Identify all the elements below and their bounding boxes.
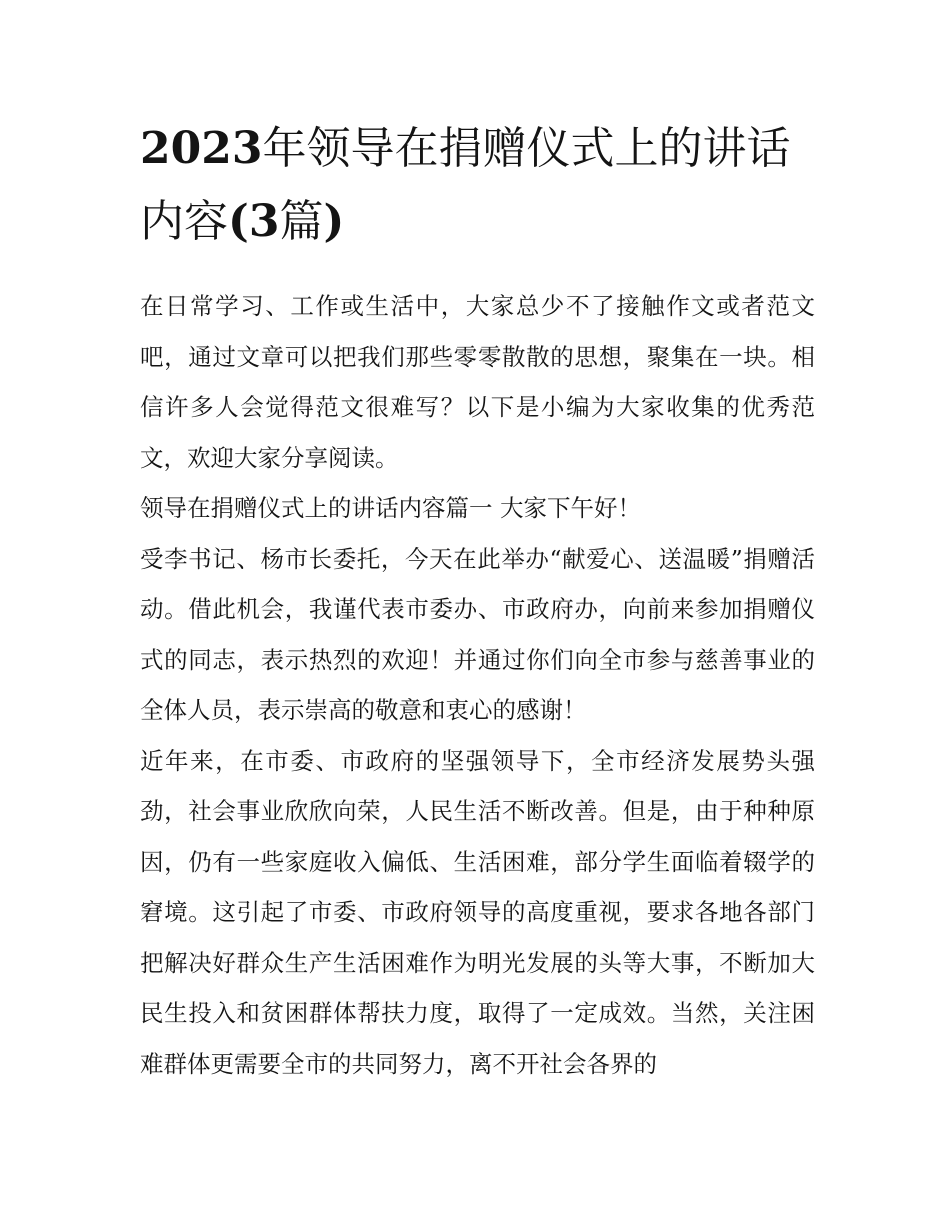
document-page <box>140 112 815 1089</box>
paragraph-welcome: 受李书记、杨市长委托，今天在此举办“献爱心、送温暖”捐赠活动。借此机会，我谨代表市委办、市政府办，向前来参加捐赠仪式的同志，表示热烈的欢迎！并通过你们向全市参与慈善事业的全体人员，表示崇高的敬意和衷心的感谢！ <box>140 544 815 724</box>
document-body <box>140 281 815 1089</box>
document-title: 2023年领导在捐赠仪式上的讲话内容(3篇) <box>140 123 791 247</box>
paragraph-greeting: 领导在捐赠仪式上的讲话内容篇一 大家下午好！ <box>140 494 641 522</box>
paragraph-intro: 在日常学习、工作或生活中，大家总少不了接触作文或者范文吧，通过文章可以把我们那些零零散散的思想，聚集在一块。相信许多人会觉得范文很难写？以下是小编为大家收集的优秀范文，欢迎大家分享阅读。 <box>140 292 815 472</box>
paragraph-background: 近年来，在市委、市政府的坚强领导下，全市经济发展势头强劲，社会事业欣欣向荣，人民生活不断改善。但是，由于种种原因，仍有一些家庭收入偏低、生活困难，部分学生面临着辍学的窘境。这引起了市委、市政府领导的高度重视，要求各地各部门把解决好群众生产生活困难作为明光发展的头等大事，不断加大民生投入和贫困群体帮扶力度，取得了一定成效。当然，关注困难群体更需要全市的共同努力，离不开社会各界的 <box>140 746 815 1078</box>
